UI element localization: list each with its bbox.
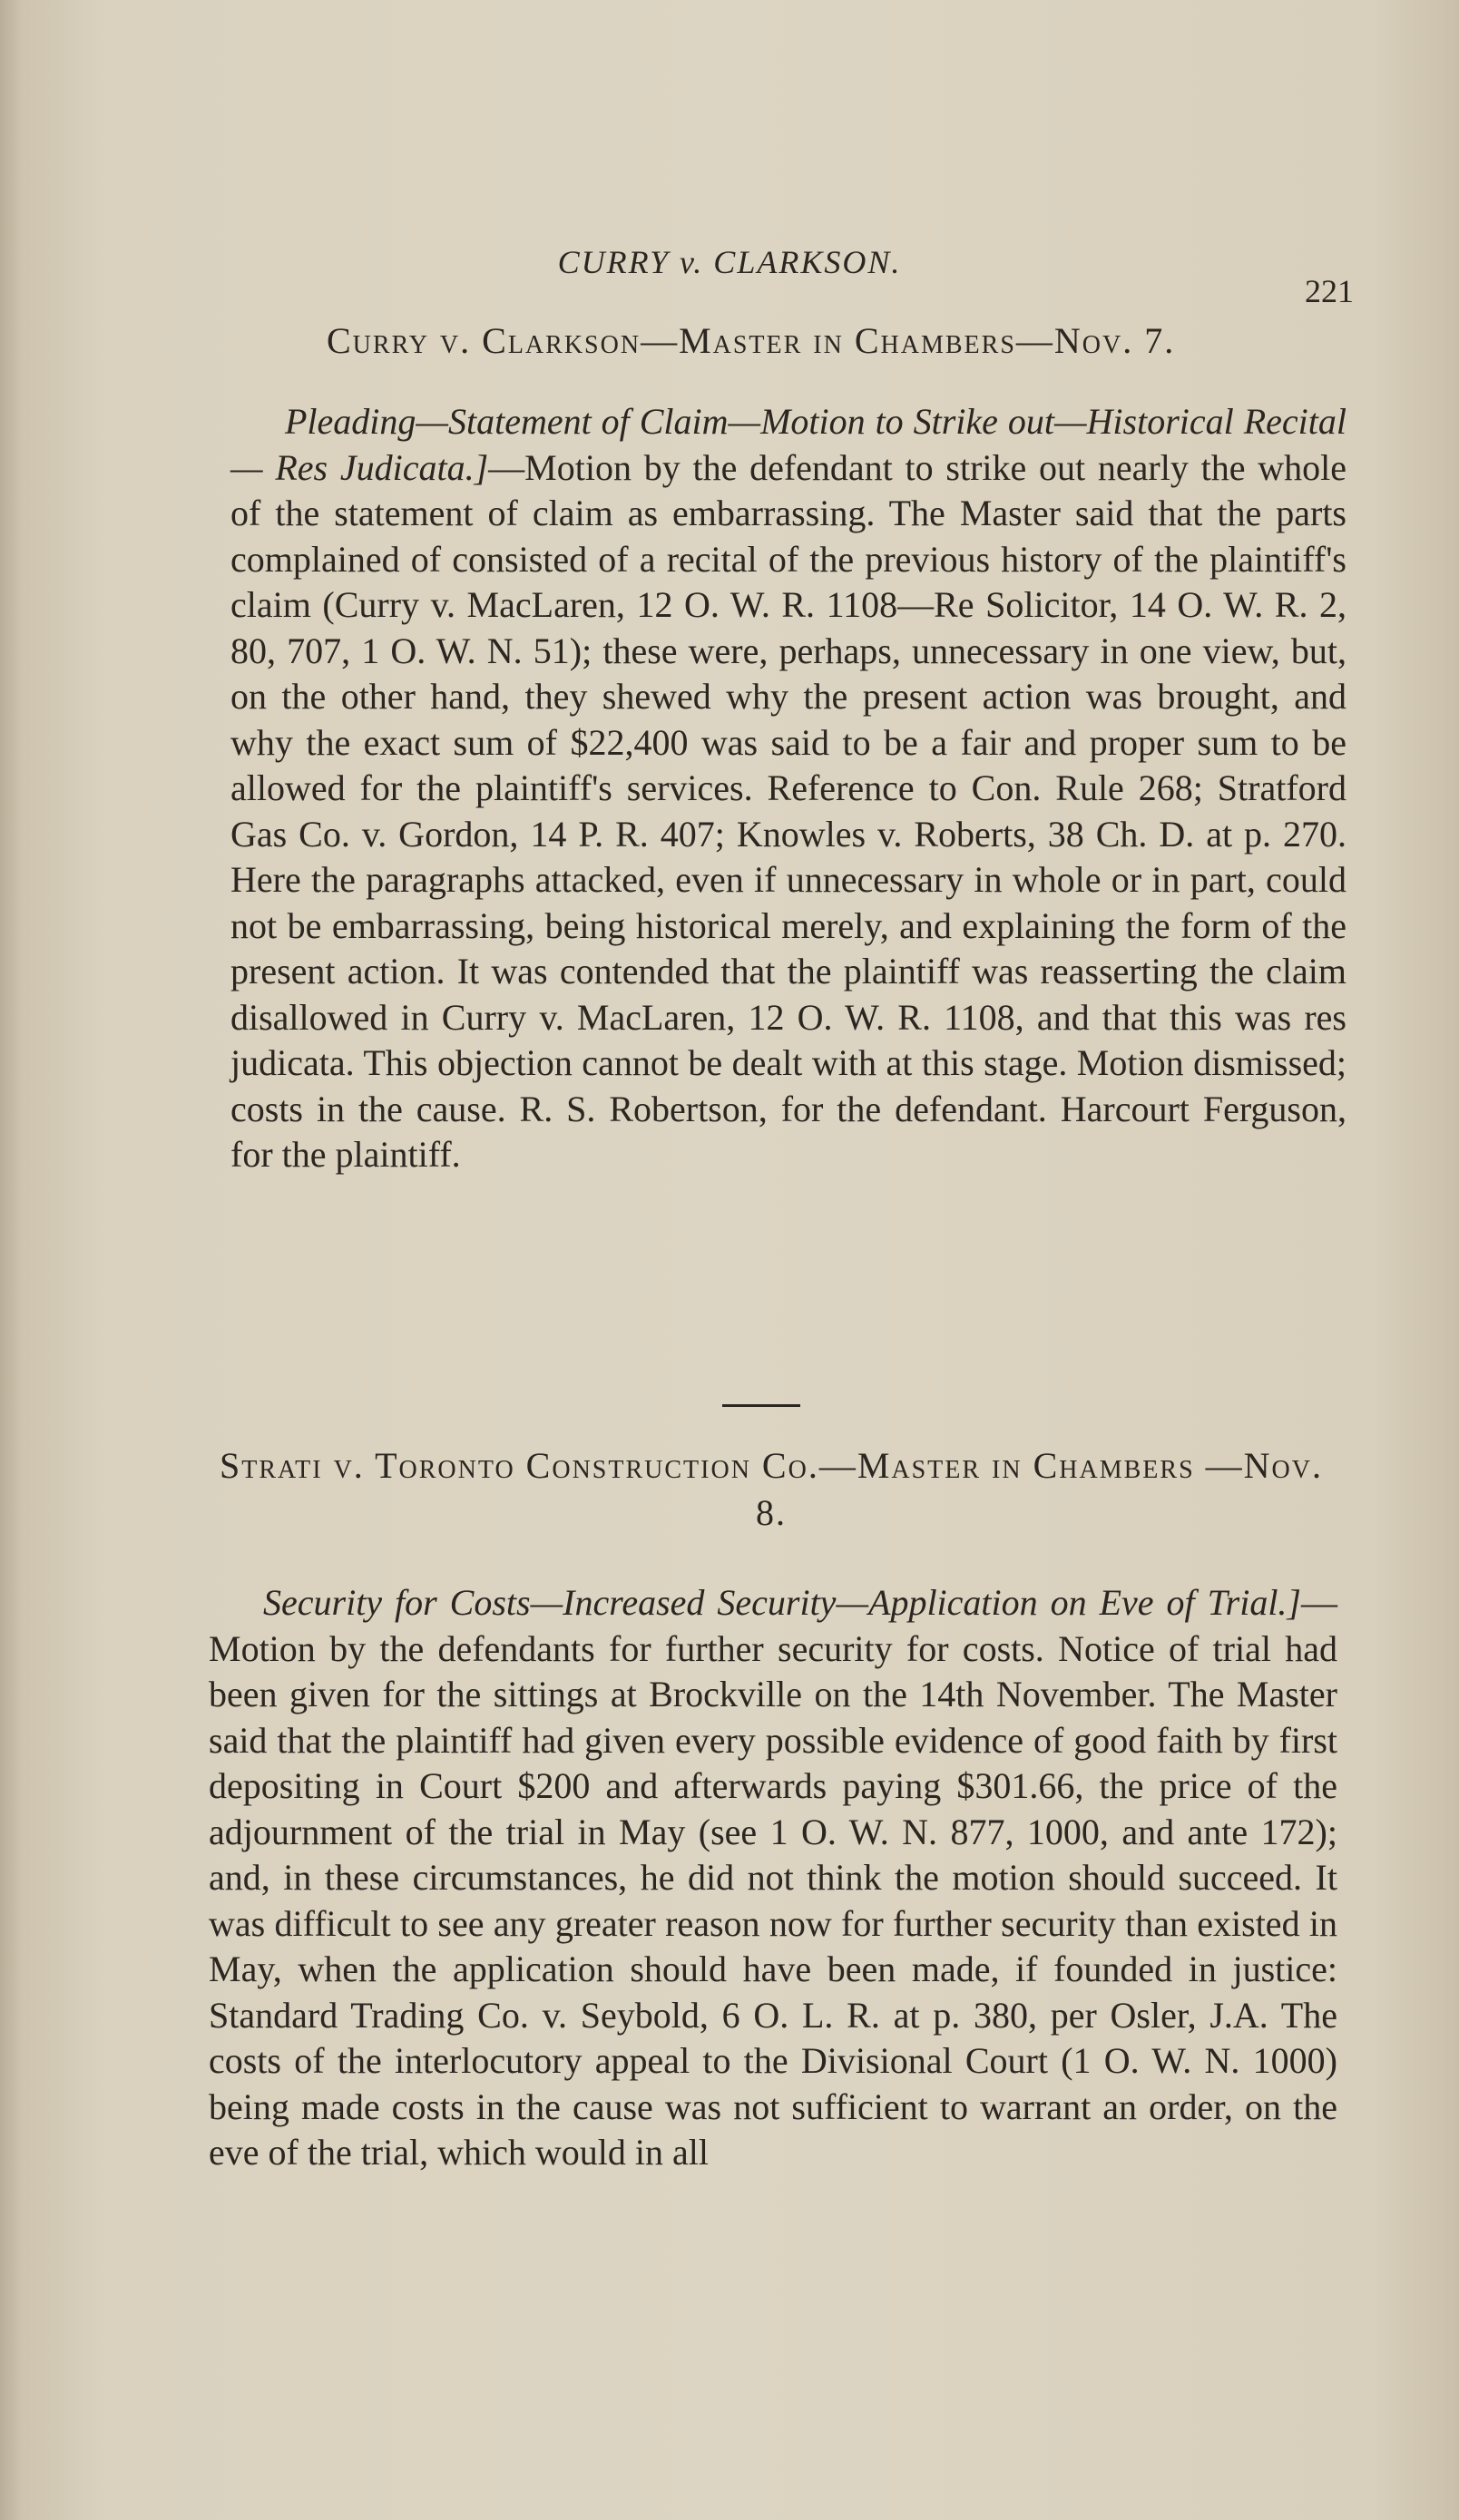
page-number: 221 <box>1305 273 1354 309</box>
headnote-curry: Pleading—Statement of Claim—Motion to Strike out—Historical Recital — Res Judicata.] <box>230 401 1346 488</box>
headnote-strati: Security for Costs—Increased Security—Application on Eve of Trial.] <box>263 1582 1301 1623</box>
binding-gutter <box>0 0 20 2520</box>
case-heading-strati: Strati v. Toronto Construction Co.—Master in Chambers —Nov. 8. <box>220 1445 1323 1533</box>
section-divider <box>722 1404 800 1407</box>
opinion-text-strati: —Motion by the defendants for further security for costs. Notice of trial had been given for the sittings at Brockville on the 14th November. The Master said that the plaintiff had given every possible evidence of good faith by first depositing in Court $200 and afterwards paying $301.66, the price of the adjournment of the trial in May (see 1 O. W. N. 877, 1000, and ante 172); and, in these circumstances, he did not think the motion should succeed. It was difficult to see any greater reason now for further security than existed in May, when the application should have been made, if founded in justice: Standard Trading Co. v. Seybold, 6 O. L. R. at p. 380, per Osler, J.A. The costs of the interlocutory appeal to the Divisional Court (1 O. W. N. 1000) being made costs in the cause was not sufficient to warrant an order, on the eve of the trial, which would in all <box>209 1582 1337 2173</box>
case-body-strati <box>209 1580 1337 2176</box>
opinion-text-curry: —Motion by the defendant to strike out nearly the whole of the statement of claim as embarrassing. The Master said that the parts complained of consisted of a recital of the previous history of the plaintiff's claim (Curry v. MacLaren, 12 O. W. R. 1108—Re Solicitor, 14 O. W. R. 2, 80, 707, 1 O. W. N. 51); these were, perhaps, unnecessary in one view, but, on the other hand, they shewed why the present action was brought, and why the exact sum of $22,400 was said to be a fair and proper sum to be allowed for the plaintiff's services. Reference to Con. Rule 268; Stratford Gas Co. v. Gordon, 14 P. R. 407; Knowles v. Roberts, 38 Ch. D. at p. 270. Here the paragraphs attacked, even if unnecessary in whole or in part, could not be embarrassing, being historical merely, and explaining the form of the present action. It was contended that the plaintiff was reasserting the claim disallowed in Curry v. MacLaren, 12 O. W. R. 1108, and that this was res judicata. This objection cannot be dealt with at this stage. Motion dismissed; costs in the cause. R. S. Robertson, for the defendant. Harcourt Ferguson, for the plaintiff. <box>230 446 1347 1175</box>
running-head: CURRY v. CLARKSON. <box>557 244 902 280</box>
case-heading-curry: Curry v. Clarkson—Master in Chambers—Nov. 7. <box>327 320 1176 361</box>
case-body-curry <box>230 399 1346 1178</box>
